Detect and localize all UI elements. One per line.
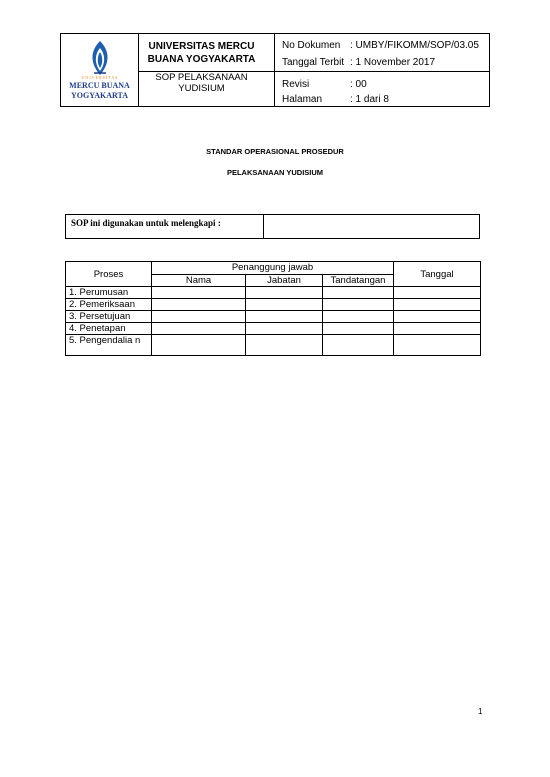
tanggal-cell (394, 311, 481, 323)
header-nama: Nama (152, 274, 246, 287)
meta-value-tanggal-terbit: : 1 November 2017 (350, 57, 436, 68)
jabatan-cell (246, 299, 323, 311)
jabatan-cell (246, 335, 323, 356)
tandatangan-cell (323, 323, 394, 335)
flame-emblem-icon (85, 40, 115, 76)
nama-cell (152, 323, 246, 335)
header-tanggal: Tanggal (394, 262, 481, 287)
table-row (66, 335, 481, 356)
header-penanggung-jawab: Penanggung jawab (152, 262, 394, 275)
table-row (66, 311, 481, 323)
jabatan-cell (246, 323, 323, 335)
tanggal-cell (394, 287, 481, 299)
table-row (66, 287, 481, 299)
header-divider (274, 71, 490, 72)
sop-usage-label: SOP ini digunakan untuk melengkapi : (71, 218, 221, 228)
tanggal-cell (394, 299, 481, 311)
meta-label-halaman: Halaman (282, 94, 323, 105)
sop-title: SOP PELAKSANAAN YUDISIUM (155, 72, 248, 94)
jabatan-cell (246, 311, 323, 323)
tandatangan-cell (323, 287, 394, 299)
page-number: 1 (478, 707, 483, 716)
meta-label-tanggal-terbit: Tanggal Terbit (282, 57, 345, 68)
document-title: STANDAR OPERASIONAL PROSEDUR (206, 147, 344, 156)
document-header (60, 33, 490, 107)
table-row (66, 299, 481, 311)
tandatangan-cell (323, 335, 394, 356)
tanggal-cell (394, 323, 481, 335)
table-row (66, 323, 481, 335)
responsibility-table (65, 261, 481, 356)
proses-cell: 2. Pemeriksaan (66, 299, 152, 311)
meta-value-no-dokumen: : UMBY/FIKOMM/SOP/03.05 (350, 40, 479, 51)
tandatangan-cell (323, 311, 394, 323)
nama-cell (152, 311, 246, 323)
proses-cell: 4. Penetapan (66, 323, 152, 335)
nama-cell (152, 287, 246, 299)
university-name: UNIVERSITAS MERCU BUANA YOGYAKARTA (147, 41, 256, 65)
document-subtitle: PELAKSANAAN YUDISIUM (226, 168, 324, 177)
jabatan-cell (246, 287, 323, 299)
header-divider (274, 34, 275, 106)
proses-cell: 1. Perumusan (66, 287, 152, 299)
header-jabatan: Jabatan (246, 274, 323, 287)
logo-line2: YOGYAKARTA (70, 91, 129, 100)
tandatangan-cell (323, 299, 394, 311)
meta-value-halaman: : 1 dari 8 (350, 94, 389, 105)
header-proses: Proses (66, 262, 152, 287)
header-tandatangan: Tandatangan (323, 274, 394, 287)
proses-cell: 5. Pengendalia n (66, 335, 152, 356)
logo-line1: MERCU BUANA (69, 81, 130, 90)
tanggal-cell (394, 335, 481, 356)
meta-label-no-dokumen: No Dokumen (282, 40, 341, 51)
nama-cell (152, 299, 246, 311)
meta-label-revisi: Revisi (282, 79, 310, 90)
sop-usage-divider (263, 215, 264, 238)
logo-small-text: UNIVERSITAS (81, 75, 119, 80)
proses-cell: 3. Persetujuan (66, 311, 152, 323)
meta-value-revisi: : 00 (350, 79, 367, 90)
nama-cell (152, 335, 246, 356)
sop-usage-box (65, 214, 480, 239)
